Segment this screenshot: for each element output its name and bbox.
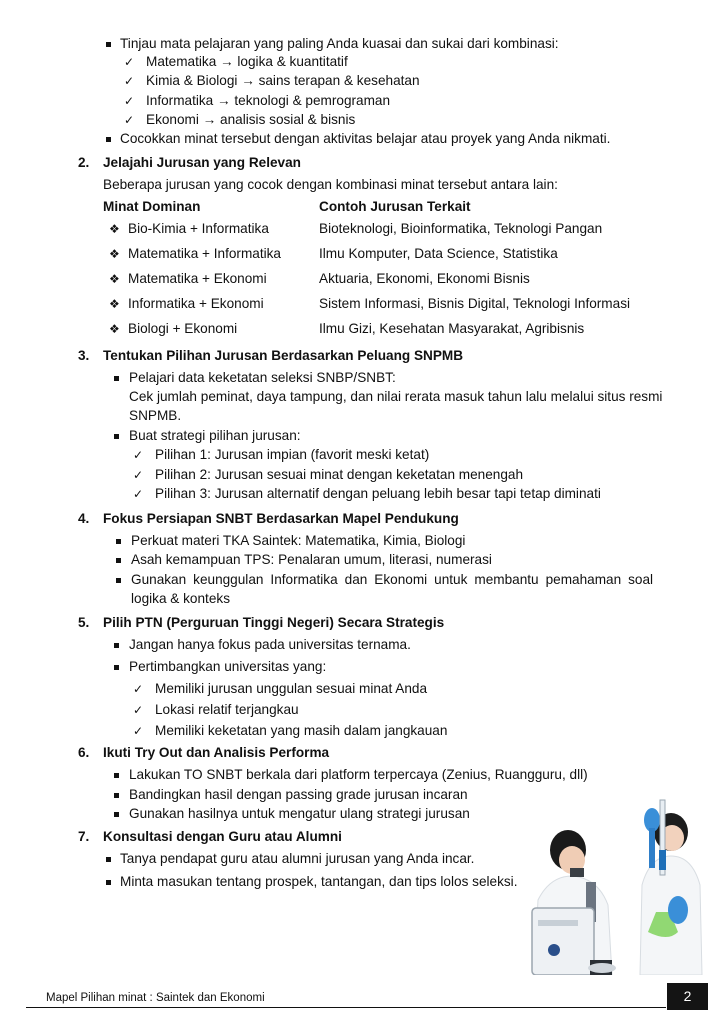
- list-item: Lakukan TO SNBT berkala dari platform terpercaya (Zenius, Ruangguru, dll): [129, 767, 588, 782]
- diamond-icon: ❖: [109, 297, 120, 311]
- check-item: Kimia & Biologi → sains terapan & kesehatan: [146, 73, 420, 88]
- bullet-marker: [116, 578, 121, 583]
- bullet-marker: [106, 857, 111, 862]
- table-cell: Matematika + Ekonomi: [128, 271, 267, 286]
- check-icon: ✓: [133, 682, 144, 696]
- check-item: Pilihan 1: Jurusan impian (favorit meski ketat): [155, 447, 430, 462]
- section-number: 7.: [78, 829, 90, 844]
- check-icon: ✓: [124, 113, 135, 127]
- bullet-marker: [114, 643, 119, 648]
- list-item: Perkuat materi TKA Saintek: Matematika, Kimia, Biologi: [131, 533, 466, 548]
- page-number: 2: [667, 983, 708, 1010]
- table-cell: Sistem Informasi, Bisnis Digital, Teknologi Informasi: [319, 296, 631, 311]
- diamond-icon: ❖: [109, 222, 120, 236]
- check-icon: ✓: [124, 94, 135, 108]
- list-item: Pertimbangkan universitas yang:: [129, 659, 327, 674]
- list-item: Asah kemampuan TPS: Penalaran umum, literasi, numerasi: [131, 552, 492, 567]
- list-item: Pelajari data keketatan seleksi SNBP/SNBT:: [129, 370, 396, 385]
- bullet-marker: [114, 793, 119, 798]
- footer-divider: [26, 1007, 666, 1008]
- list-item: Gunakan hasilnya untuk mengatur ulang strategi jurusan: [129, 806, 470, 821]
- check-item: Matematika → logika & kuantitatif: [146, 54, 348, 69]
- bullet-marker: [106, 137, 111, 142]
- section-intro: Beberapa jurusan yang cocok dengan kombinasi minat tersebut antara lain:: [103, 177, 558, 192]
- table-cell: Bioteknologi, Bioinformatika, Teknologi Pangan: [319, 221, 603, 236]
- check-item: Lokasi relatif terjangkau: [155, 702, 299, 717]
- bullet-marker: [106, 880, 111, 885]
- section-number: 5.: [78, 615, 90, 630]
- lab-scientists-photo: [528, 790, 708, 975]
- check-icon: ✓: [124, 55, 135, 69]
- list-item: Tanya pendapat guru atau alumni jurusan yang Anda incar.: [120, 851, 475, 866]
- list-item: Bandingkan hasil dengan passing grade jurusan incaran: [129, 787, 468, 802]
- table-cell: Matematika + Informatika: [128, 246, 281, 261]
- bullet-marker: [114, 665, 119, 670]
- bullet-marker: [114, 376, 119, 381]
- bullet-marker: [116, 558, 121, 563]
- bullet-marker: [106, 42, 111, 47]
- diamond-icon: ❖: [109, 272, 120, 286]
- section-title: Tentukan Pilihan Jurusan Berdasarkan Peluang SNPMB: [103, 348, 464, 363]
- list-item: Jangan hanya fokus pada universitas ternama.: [129, 637, 411, 652]
- check-icon: ✓: [133, 703, 144, 717]
- list-item-continuation: SNPMB.: [129, 408, 182, 423]
- check-icon: ✓: [124, 74, 135, 88]
- table-cell: Biologi + Ekonomi: [128, 321, 238, 336]
- check-icon: ✓: [133, 448, 144, 462]
- table-header-minat: Minat Dominan: [103, 199, 201, 214]
- section-number: 6.: [78, 745, 90, 760]
- section-number: 4.: [78, 511, 90, 526]
- diamond-icon: ❖: [109, 322, 120, 336]
- check-item: Informatika → teknologi & pemrograman: [146, 93, 391, 108]
- section-title: Fokus Persiapan SNBT Berdasarkan Mapel Pendukung: [103, 511, 459, 526]
- list-item: Cocokkan minat tersebut dengan aktivitas belajar atau proyek yang Anda nikmati.: [120, 131, 611, 146]
- list-item: Minta masukan tentang prospek, tantangan, dan tips lolos seleksi.: [120, 874, 518, 889]
- table-header-jurusan: Contoh Jurusan Terkait: [319, 199, 471, 214]
- list-item: Buat strategi pilihan jurusan:: [129, 428, 301, 443]
- check-item: Pilihan 2: Jurusan sesuai minat dengan keketatan menengah: [155, 467, 524, 482]
- check-icon: ✓: [133, 724, 144, 738]
- bullet-marker: [114, 812, 119, 817]
- check-item: Pilihan 3: Jurusan alternatif dengan peluang lebih besar tapi tetap diminati: [155, 486, 601, 501]
- section-number: 3.: [78, 348, 90, 363]
- bullet-marker: [114, 434, 119, 439]
- list-item-continuation: Cek jumlah peminat, daya tampung, dan nilai rerata masuk tahun lalu melalui situs resmi: [129, 389, 663, 404]
- check-item: Memiliki jurusan unggulan sesuai minat Anda: [155, 681, 428, 696]
- bullet-marker: [116, 539, 121, 544]
- table-cell: Ilmu Gizi, Kesehatan Masyarakat, Agribisnis: [319, 321, 585, 336]
- table-cell: Informatika + Ekonomi: [128, 296, 264, 311]
- table-cell: Aktuaria, Ekonomi, Ekonomi Bisnis: [319, 271, 530, 286]
- diamond-icon: ❖: [109, 247, 120, 261]
- footer-title: Mapel Pilihan minat : Saintek dan Ekonomi: [46, 992, 265, 1004]
- section-title: Ikuti Try Out dan Analisis Performa: [103, 745, 330, 760]
- check-item: Memiliki keketatan yang masih dalam jangkauan: [155, 723, 448, 738]
- check-icon: ✓: [133, 487, 144, 501]
- section-number: 2.: [78, 155, 90, 170]
- bullet-marker: [114, 773, 119, 778]
- section-title: Jelajahi Jurusan yang Relevan: [103, 155, 301, 170]
- list-item-continuation: logika & konteks: [131, 591, 230, 606]
- check-item: Ekonomi → analisis sosial & bisnis: [146, 112, 356, 127]
- table-cell: Ilmu Komputer, Data Science, Statistika: [319, 246, 558, 261]
- section-title: Pilih PTN (Perguruan Tinggi Negeri) Secara Strategis: [103, 615, 445, 630]
- section-title: Konsultasi dengan Guru atau Alumni: [103, 829, 342, 844]
- table-cell: Bio-Kimia + Informatika: [128, 221, 269, 236]
- list-item: Tinjau mata pelajaran yang paling Anda kuasai dan sukai dari kombinasi:: [120, 36, 559, 51]
- list-item: Gunakan keunggulan Informatika dan Ekonomi untuk membantu pemahaman soal: [131, 572, 654, 587]
- check-icon: ✓: [133, 468, 144, 482]
